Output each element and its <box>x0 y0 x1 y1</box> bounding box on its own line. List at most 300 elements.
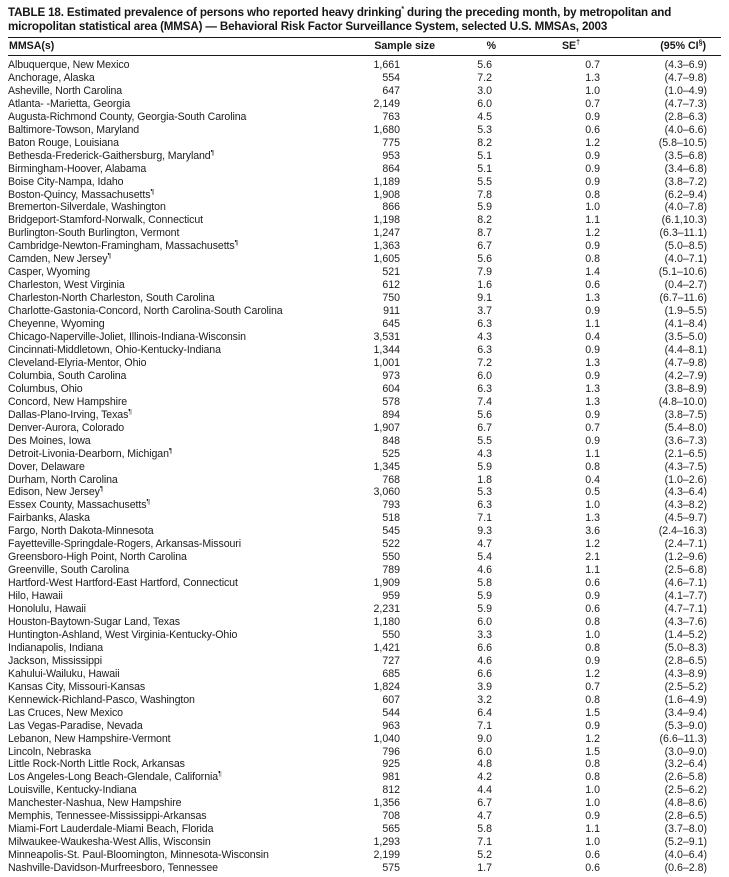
table-row <box>8 176 721 189</box>
mmsa-name: Lincoln, Nebraska <box>8 745 92 758</box>
percent-value: 7.2 <box>477 356 492 369</box>
standard-error-value: 1.3 <box>585 382 600 395</box>
mmsa-name: Camden, New Jersey¶ <box>8 253 112 266</box>
standard-error-value: 0.8 <box>585 253 600 266</box>
sample-size-value: 522 <box>382 538 400 551</box>
mmsa-name: Des Moines, Iowa <box>8 434 91 447</box>
sample-size-value: 3,531 <box>373 331 400 344</box>
table-row <box>8 98 721 111</box>
percent-value: 5.3 <box>477 486 492 499</box>
table-row <box>8 771 721 784</box>
percent-value: 7.9 <box>477 266 492 279</box>
percent-value: 5.2 <box>477 849 492 862</box>
mmsa-name: Cambridge-Newton-Framingham, Massachusetts¶ <box>8 240 239 253</box>
table-row <box>8 72 721 85</box>
percent-value: 5.9 <box>477 201 492 214</box>
percent-value: 9.3 <box>477 525 492 538</box>
standard-error-value: 1.1 <box>585 318 600 331</box>
table-row <box>8 383 721 396</box>
confidence-interval-value: (1.0–4.9) <box>664 84 707 97</box>
sample-size-value: 1,247 <box>373 227 400 240</box>
table-row <box>8 266 721 279</box>
sample-size-value: 545 <box>382 525 400 538</box>
confidence-interval-value: (3.5–6.8) <box>664 149 707 162</box>
confidence-interval-value: (4.0–6.4) <box>664 849 707 862</box>
percent-value: 9.1 <box>477 292 492 305</box>
sample-size-value: 1,680 <box>373 123 400 136</box>
confidence-interval-value: (3.0–9.0) <box>664 745 707 758</box>
percent-value: 6.3 <box>477 382 492 395</box>
table-row <box>8 603 721 616</box>
mmsa-name: Miami-Fort Lauderdale-Miami Beach, Florida <box>8 823 214 836</box>
confidence-interval-value: (0.4–2.7) <box>664 279 707 292</box>
confidence-interval-value: (2.8–6.5) <box>664 810 707 823</box>
mmsa-name: Burlington-South Burlington, Vermont <box>8 227 180 240</box>
mmsa-name: Louisville, Kentucky-Indiana <box>8 784 137 797</box>
percent-value: 4.3 <box>477 331 492 344</box>
percent-value: 4.6 <box>477 564 492 577</box>
confidence-interval-value: (3.2–6.4) <box>664 758 707 771</box>
sample-size-value: 1,040 <box>373 732 400 745</box>
confidence-interval-value: (4.3–6.9) <box>664 59 707 71</box>
confidence-interval-value: (4.8–10.0) <box>658 395 707 408</box>
sample-size-value: 1,605 <box>373 253 400 266</box>
sample-size-value: 963 <box>382 719 400 732</box>
mmsa-name: Greenville, South Carolina <box>8 564 130 577</box>
mmsa-name: Manchester-Nashua, New Hampshire <box>8 797 182 810</box>
confidence-interval-value: (6.1,10.3) <box>661 214 707 227</box>
sample-size-value: 1,198 <box>373 214 400 227</box>
standard-error-value: 0.8 <box>585 641 600 654</box>
standard-error-value: 0.8 <box>585 693 600 706</box>
confidence-interval-value: (4.1–7.7) <box>664 590 707 603</box>
standard-error-value: 0.9 <box>585 434 600 447</box>
standard-error-value: 0.7 <box>585 680 600 693</box>
confidence-interval-value: (3.6–7.3) <box>664 434 707 447</box>
table-row <box>8 707 721 720</box>
confidence-interval-value: (3.4–9.4) <box>664 706 707 719</box>
table-row <box>8 331 721 344</box>
standard-error-value: 2.1 <box>585 551 600 564</box>
mmsa-name: Greensboro-High Point, North Carolina <box>8 551 187 564</box>
mmsa-name: Nashville-Davidson-Murfreesboro, Tennessee <box>8 862 218 875</box>
standard-error-value: 0.6 <box>585 862 600 875</box>
table-row <box>8 525 721 538</box>
standard-error-value: 0.9 <box>585 719 600 732</box>
confidence-interval-value: (5.1–10.6) <box>658 266 707 279</box>
mmsa-name: Asheville, North Carolina <box>8 84 123 97</box>
percent-value: 6.3 <box>477 343 492 356</box>
mmsa-name: Columbia, South Carolina <box>8 369 127 382</box>
sample-size-value: 1,907 <box>373 421 400 434</box>
table-row <box>8 474 721 487</box>
sample-size-value: 1,363 <box>373 240 400 253</box>
confidence-interval-value: (4.4–8.1) <box>664 343 707 356</box>
mmsa-name: Houston-Baytown-Sugar Land, Texas <box>8 615 180 628</box>
percent-value: 6.0 <box>477 369 492 382</box>
sample-size-value: 1,180 <box>373 615 400 628</box>
standard-error-value: 1.0 <box>585 797 600 810</box>
percent-value: 4.7 <box>477 538 492 551</box>
footnote-marker-paragraph: ¶ <box>128 408 132 416</box>
mmsa-name: Memphis, Tennessee-Mississippi-Arkansas <box>8 810 207 823</box>
mmsa-name: Honolulu, Hawaii <box>8 603 86 616</box>
sample-size-value: 2,149 <box>373 97 400 110</box>
mmsa-name: Baltimore-Towson, Maryland <box>8 123 140 136</box>
sample-size-value: 763 <box>382 110 400 123</box>
mmsa-name: Kansas City, Missouri-Kansas <box>8 680 146 693</box>
percent-value: 3.7 <box>477 305 492 318</box>
table-row <box>8 746 721 759</box>
standard-error-value: 0.9 <box>585 408 600 421</box>
confidence-interval-value: (4.3–7.6) <box>664 615 707 628</box>
confidence-interval-value: (4.3–6.4) <box>664 486 707 499</box>
mmsa-name: Essex County, Massachusetts¶ <box>8 499 151 512</box>
sample-size-value: 768 <box>382 473 400 486</box>
sample-size-value: 953 <box>382 149 400 162</box>
table-row <box>8 512 721 525</box>
mmsa-name: Augusta-Richmond County, Georgia-South Carolina <box>8 110 247 123</box>
confidence-interval-value: (1.4–5.2) <box>664 628 707 641</box>
percent-value: 5.5 <box>477 434 492 447</box>
sample-size-value: 575 <box>382 862 400 875</box>
table-row <box>8 344 721 357</box>
table-title <box>8 6 721 34</box>
standard-error-value: 0.6 <box>585 603 600 616</box>
mmsa-name: Cheyenne, Wyoming <box>8 318 105 331</box>
percent-value: 5.5 <box>477 175 492 188</box>
confidence-interval-value: (2.4–16.3) <box>658 525 707 538</box>
sample-size-value: 2,231 <box>373 603 400 616</box>
sample-size-value: 864 <box>382 162 400 175</box>
column-header-standard-error: SE† <box>498 38 603 56</box>
confidence-interval-value: (2.8–6.3) <box>664 110 707 123</box>
table-row <box>8 409 721 422</box>
table-row <box>8 784 721 797</box>
percent-value: 6.4 <box>477 706 492 719</box>
confidence-interval-value: (4.7–7.3) <box>664 97 707 110</box>
sample-size-value: 727 <box>382 654 400 667</box>
percent-value: 4.3 <box>477 447 492 460</box>
standard-error-value: 0.8 <box>585 188 600 201</box>
standard-error-value: 1.2 <box>585 667 600 680</box>
table-row <box>8 318 721 331</box>
table-row <box>8 214 721 227</box>
standard-error-value: 1.0 <box>585 836 600 849</box>
confidence-interval-value: (1.2–9.6) <box>664 551 707 564</box>
standard-error-value: 0.6 <box>585 123 600 136</box>
sample-size-value: 1,421 <box>373 641 400 654</box>
confidence-interval-value: (2.1–6.5) <box>664 447 707 460</box>
standard-error-value: 1.1 <box>585 823 600 836</box>
sample-size-value: 1,001 <box>373 356 400 369</box>
column-header-percent: % <box>438 38 498 56</box>
confidence-interval-value: (4.3–8.2) <box>664 499 707 512</box>
mmsa-name: Indianapolis, Indiana <box>8 641 104 654</box>
sample-size-value: 578 <box>382 395 400 408</box>
sample-size-value: 1,293 <box>373 836 400 849</box>
sample-size-value: 2,199 <box>373 849 400 862</box>
sample-size-value: 604 <box>382 382 400 395</box>
percent-value: 6.0 <box>477 97 492 110</box>
standard-error-value: 1.3 <box>585 512 600 525</box>
standard-error-value: 0.6 <box>585 849 600 862</box>
standard-error-value: 0.6 <box>585 577 600 590</box>
mmsa-name: Milwaukee-Waukesha-West Allis, Wisconsin <box>8 836 211 849</box>
percent-value: 3.9 <box>477 680 492 693</box>
percent-value: 5.6 <box>477 408 492 421</box>
standard-error-value: 0.8 <box>585 460 600 473</box>
percent-value: 8.7 <box>477 227 492 240</box>
sample-size-value: 1,909 <box>373 577 400 590</box>
table-row <box>8 564 721 577</box>
sample-size-value: 1,356 <box>373 797 400 810</box>
table-row <box>8 150 721 163</box>
mmsa-name: Charlotte-Gastonia-Concord, North Carolina-South Carolina <box>8 305 283 318</box>
sample-size-value: 1,345 <box>373 460 400 473</box>
sample-size-value: 550 <box>382 551 400 564</box>
confidence-interval-value: (6.6–11.3) <box>659 732 707 745</box>
standard-error-value: 1.5 <box>585 745 600 758</box>
sample-size-value: 607 <box>382 693 400 706</box>
mmsa-name: Little Rock-North Little Rock, Arkansas <box>8 758 185 771</box>
sample-size-value: 1,189 <box>373 175 400 188</box>
percent-value: 8.2 <box>477 136 492 149</box>
confidence-interval-value: (6.2–9.4) <box>664 188 707 201</box>
confidence-interval-value: (4.6–7.1) <box>664 577 707 590</box>
standard-error-value: 0.4 <box>585 331 600 344</box>
sample-size-value: 911 <box>383 305 400 318</box>
sample-size-value: 647 <box>382 84 400 97</box>
sample-size-value: 645 <box>382 318 400 331</box>
table-row <box>8 642 721 655</box>
footnote-marker-section: § <box>698 39 703 47</box>
mmsa-name: Cincinnati-Middletown, Ohio-Kentucky-Indiana <box>8 343 221 356</box>
confidence-interval-value: (3.7–8.0) <box>664 823 707 836</box>
table-row <box>8 681 721 694</box>
prevalence-table <box>8 37 721 875</box>
table-row <box>8 292 721 305</box>
footnote-marker-paragraph: ¶ <box>234 240 239 247</box>
mmsa-name: Boise City-Nampa, Idaho <box>8 175 124 188</box>
standard-error-value: 0.9 <box>585 369 600 382</box>
table-row <box>8 56 721 72</box>
confidence-interval-value: (5.0–8.5) <box>664 240 707 253</box>
percent-value: 5.8 <box>477 823 492 836</box>
mmsa-name: Fargo, North Dakota-Minnesota <box>8 525 154 538</box>
percent-value: 6.6 <box>477 641 492 654</box>
footnote-marker-paragraph: ¶ <box>218 771 222 778</box>
percent-value: 7.1 <box>477 719 492 732</box>
mmsa-name: Charleston-North Charleston, South Carolina <box>8 292 215 305</box>
sample-size-value: 1,908 <box>373 188 400 201</box>
standard-error-value: 0.8 <box>585 771 600 784</box>
mmsa-name: Jackson, Mississippi <box>8 654 102 667</box>
table-row <box>8 655 721 668</box>
confidence-interval-value: (3.4–6.8) <box>664 162 707 175</box>
standard-error-value: 1.1 <box>585 564 600 577</box>
mmsa-name: Bethesda-Frederick-Gaithersburg, Maryland¶ <box>8 149 215 162</box>
mmsa-name: Los Angeles-Long Beach-Glendale, California¶ <box>8 771 222 784</box>
table-row <box>8 629 721 642</box>
column-header-sample-size: Sample size <box>338 38 438 56</box>
sample-size-value: 812 <box>382 784 400 797</box>
confidence-interval-value: (3.8–7.2) <box>664 175 707 188</box>
mmsa-name: Concord, New Hampshire <box>8 395 128 408</box>
standard-error-value: 1.0 <box>585 628 600 641</box>
sample-size-value: 1,344 <box>373 343 400 356</box>
standard-error-value: 0.9 <box>585 149 600 162</box>
percent-value: 6.3 <box>477 318 492 331</box>
standard-error-value: 1.3 <box>585 356 600 369</box>
standard-error-value: 1.3 <box>585 71 600 84</box>
percent-value: 5.6 <box>477 253 492 266</box>
standard-error-value: 0.9 <box>585 305 600 318</box>
mmsa-name: Huntington-Ashland, West Virginia-Kentucky-Ohio <box>8 628 238 641</box>
mmsa-name: Detroit-Livonia-Dearborn, Michigan¶ <box>8 447 173 460</box>
table-row <box>8 668 721 681</box>
percent-value: 5.8 <box>477 577 492 590</box>
standard-error-value: 1.0 <box>585 201 600 214</box>
sample-size-value: 1,661 <box>373 59 400 71</box>
column-header-mmsa: MMSA(s) <box>8 38 338 56</box>
sample-size-value: 775 <box>382 136 400 149</box>
percent-value: 5.3 <box>477 123 492 136</box>
percent-value: 6.0 <box>477 615 492 628</box>
percent-value: 5.9 <box>477 590 492 603</box>
confidence-interval-value: (4.0–7.1) <box>664 253 707 266</box>
standard-error-value: 1.0 <box>585 84 600 97</box>
standard-error-value: 0.9 <box>585 110 600 123</box>
confidence-interval-value: (3.8–8.9) <box>664 382 707 395</box>
standard-error-value: 0.6 <box>585 279 600 292</box>
sample-size-value: 981 <box>382 771 400 784</box>
confidence-interval-value: (3.8–7.5) <box>664 408 707 421</box>
mmsa-name: Lebanon, New Hampshire-Vermont <box>8 732 171 745</box>
standard-error-value: 0.9 <box>585 590 600 603</box>
percent-value: 4.8 <box>477 758 492 771</box>
sample-size-value: 544 <box>382 706 400 719</box>
table-row <box>8 201 721 214</box>
table-row <box>8 733 721 746</box>
sample-size-value: 793 <box>382 499 400 512</box>
sample-size-value: 550 <box>382 628 400 641</box>
mmsa-name: Las Cruces, New Mexico <box>8 706 123 719</box>
sample-size-value: 796 <box>382 745 400 758</box>
percent-value: 6.6 <box>477 667 492 680</box>
percent-value: 7.1 <box>477 512 492 525</box>
mmsa-name: Denver-Aurora, Colorado <box>8 421 125 434</box>
percent-value: 3.3 <box>477 628 492 641</box>
table-row <box>8 227 721 240</box>
standard-error-value: 0.4 <box>585 473 600 486</box>
confidence-interval-value: (2.4–7.1) <box>664 538 707 551</box>
confidence-interval-value: (5.2–9.1) <box>664 836 707 849</box>
mmsa-name: Kahului-Wailuku, Hawaii <box>8 667 120 680</box>
mmsa-name: Charleston, West Virginia <box>8 279 125 292</box>
confidence-interval-value: (4.0–6.6) <box>664 123 707 136</box>
percent-value: 1.7 <box>477 862 492 875</box>
standard-error-value: 0.5 <box>585 486 600 499</box>
mmsa-name: Anchorage, Alaska <box>8 71 95 84</box>
table-row <box>8 253 721 266</box>
footnote-marker-paragraph: ¶ <box>146 499 151 506</box>
percent-value: 4.6 <box>477 654 492 667</box>
standard-error-value: 1.2 <box>585 538 600 551</box>
table-row <box>8 551 721 564</box>
percent-value: 1.8 <box>477 473 492 486</box>
percent-value: 6.7 <box>477 797 492 810</box>
mmsa-name: Boston-Quincy, Massachusetts¶ <box>8 188 155 201</box>
standard-error-value: 1.1 <box>585 214 600 227</box>
percent-value: 6.7 <box>477 240 492 253</box>
mmsa-name: Cleveland-Elyria-Mentor, Ohio <box>8 356 147 369</box>
standard-error-value: 1.0 <box>585 784 600 797</box>
table-row <box>8 279 721 292</box>
confidence-interval-value: (5.4–8.0) <box>664 421 707 434</box>
percent-value: 9.0 <box>477 732 492 745</box>
sample-size-value: 521 <box>382 266 400 279</box>
mmsa-name: Minneapolis-St. Paul-Bloomington, Minnesota-Wisconsin <box>8 849 269 862</box>
mmsa-name: Kennewick-Richland-Pasco, Washington <box>8 693 195 706</box>
table-row <box>8 486 721 499</box>
table-title-text-continued: during the preceding month, by metropolitan and micropolitan statistical area (MMSA) — Behavioral Risk Factor Surveillance System, selected U.S. MMSAs, 2003 <box>8 6 672 33</box>
mmsa-name: Hilo, Hawaii <box>8 590 63 603</box>
table-row <box>8 862 721 875</box>
table-row <box>8 758 721 771</box>
standard-error-value: 0.9 <box>585 654 600 667</box>
confidence-interval-value: (4.0–7.8) <box>664 201 707 214</box>
footnote-marker-paragraph: ¶ <box>210 149 215 157</box>
standard-error-value: 0.7 <box>585 59 600 71</box>
percent-value: 6.0 <box>477 745 492 758</box>
table-row <box>8 240 721 253</box>
confidence-interval-value: (4.1–8.4) <box>664 318 707 331</box>
standard-error-value: 0.8 <box>585 615 600 628</box>
mmsa-name: Dover, Delaware <box>8 460 85 473</box>
mmsa-name: Birmingham-Hoover, Alabama <box>8 162 147 175</box>
confidence-interval-value: (1.0–2.6) <box>664 473 707 486</box>
percent-value: 5.6 <box>477 59 492 71</box>
percent-value: 3.2 <box>477 693 492 706</box>
sample-size-value: 894 <box>382 408 400 421</box>
sample-size-value: 1,824 <box>373 680 400 693</box>
table-row <box>8 590 721 603</box>
table-row <box>8 357 721 370</box>
mmsa-name: Chicago-Naperville-Joliet, Illinois-Indiana-Wisconsin <box>8 331 246 344</box>
sample-size-value: 554 <box>382 71 400 84</box>
confidence-interval-value: (4.3–8.9) <box>664 667 707 680</box>
table-row <box>8 616 721 629</box>
standard-error-value: 0.9 <box>585 240 600 253</box>
confidence-interval-value: (2.6–5.8) <box>664 771 707 784</box>
standard-error-value: 0.8 <box>585 758 600 771</box>
confidence-interval-value: (5.3–9.0) <box>664 719 707 732</box>
table-body <box>8 56 721 876</box>
confidence-interval-value: (4.5–9.7) <box>664 512 707 525</box>
table-row <box>8 849 721 862</box>
percent-value: 5.9 <box>477 460 492 473</box>
percent-value: 4.7 <box>477 810 492 823</box>
standard-error-value: 1.2 <box>585 227 600 240</box>
standard-error-value: 1.3 <box>585 395 600 408</box>
footnote-marker-paragraph: ¶ <box>107 253 112 260</box>
confidence-interval-value: (6.7–11.6) <box>659 292 707 305</box>
mmsa-name: Atlanta- -Marietta, Georgia <box>8 97 131 110</box>
standard-error-value: 3.6 <box>585 525 600 538</box>
sample-size-value: 959 <box>382 590 400 603</box>
percent-value: 4.5 <box>477 110 492 123</box>
